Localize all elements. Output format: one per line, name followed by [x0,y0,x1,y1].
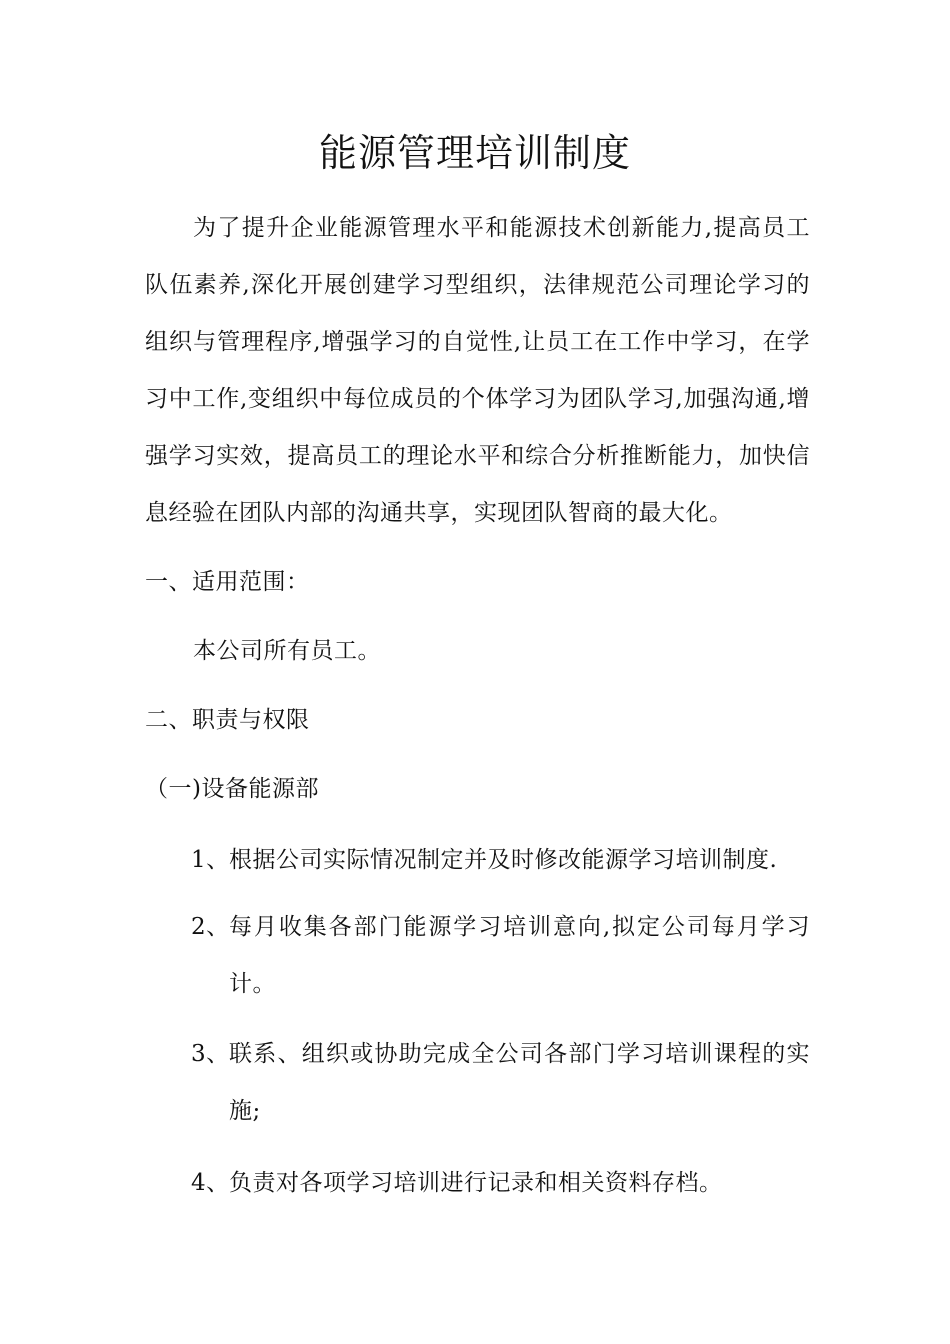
list-item [191,1155,810,1212]
subsection1-heading: （一)设备能源部 [145,776,319,802]
list-item-text: 根据公司实际情况制定并及时修改能源学习培训制度. [229,847,778,873]
list-item-number: 3、 [191,1041,230,1067]
list-item-text [191,899,810,1013]
intro-paragraph: 为了提升企业能源管理水平和能源技术创新能力,提高员工队伍素养,深化开展创建学习型组织，法律规范公司理论学习的组织与管理程序,增强学习的自觉性,让员工在工作中学习，在学习中工作,变组织中每位成员的个体学习为团队学习,加强沟通,增强学习实效，提高员工的理论水平和综合分析推断能力，加快信息经验在团队内部的沟通共享，实现团队智商的最大化。 [145,215,810,526]
list-item-text [191,1026,810,1140]
section1-body: 本公司所有员工。 [193,638,381,664]
list-item-number: 4、 [191,1170,230,1196]
list-item-number: 1、 [191,847,230,873]
document-title: 能源管理培训制度 [318,131,631,175]
section2-heading: 二、职责与权限 [145,707,310,733]
section1-heading: 一、适用范围： [145,569,310,595]
list-item-text-content: 联系、组织或协助完成全公司各部门学习培训课程的实施; [229,1041,810,1124]
list-item [191,1026,810,1140]
list-item [191,832,810,889]
list-item [191,899,810,1013]
list-item-number: 2、 [191,914,230,940]
list-item-text-content: 每月收集各部门能源学习培训意向,拟定公司每月学习计。 [229,914,810,997]
list-item-text: 负责对各项学习培训进行记录和相关资料存档。 [229,1170,723,1196]
